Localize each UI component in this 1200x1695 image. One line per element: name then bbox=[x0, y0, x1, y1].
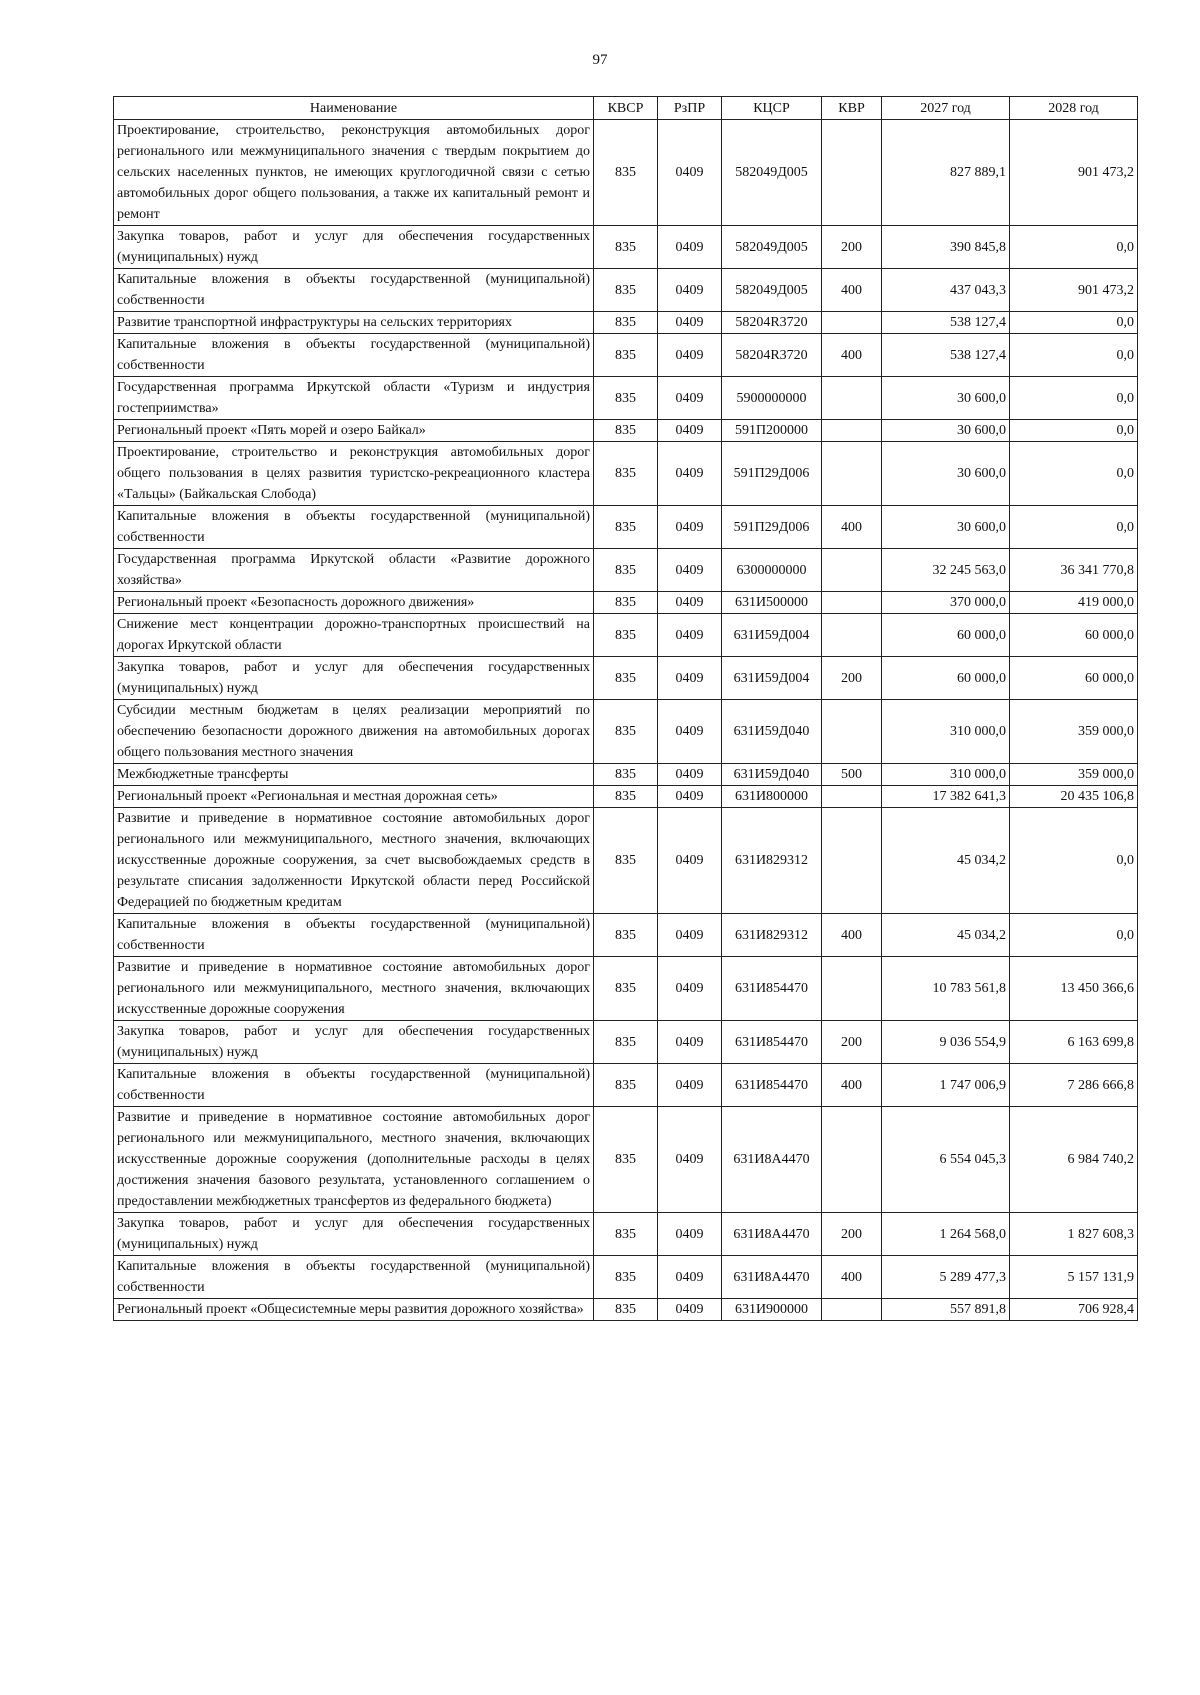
table-row bbox=[114, 614, 1138, 657]
cell-kcsr: 6300000000 bbox=[722, 549, 822, 592]
cell-kvsr: 835 bbox=[594, 377, 658, 420]
cell-name: Капитальные вложения в объекты государственной (муниципальной) собственности bbox=[114, 914, 594, 957]
cell-name: Капитальные вложения в объекты государственной (муниципальной) собственности bbox=[114, 334, 594, 377]
cell-kcsr: 582049Д005 bbox=[722, 269, 822, 312]
cell-kvr: 200 bbox=[822, 657, 882, 700]
cell-kvr: 500 bbox=[822, 764, 882, 786]
cell-name: Капитальные вложения в объекты государственной (муниципальной) собственности bbox=[114, 1064, 594, 1107]
cell-kvsr: 835 bbox=[594, 1107, 658, 1213]
cell-name: Развитие транспортной инфраструктуры на сельских территориях bbox=[114, 312, 594, 334]
table-row bbox=[114, 657, 1138, 700]
cell-kvr: 200 bbox=[822, 226, 882, 269]
cell-kvsr: 835 bbox=[594, 506, 658, 549]
cell-rzpr: 0409 bbox=[658, 1256, 722, 1299]
cell-2028: 0,0 bbox=[1010, 312, 1138, 334]
cell-rzpr: 0409 bbox=[658, 506, 722, 549]
cell-kvr bbox=[822, 1107, 882, 1213]
cell-2027: 45 034,2 bbox=[882, 808, 1010, 914]
cell-2027: 9 036 554,9 bbox=[882, 1021, 1010, 1064]
cell-kvr: 400 bbox=[822, 506, 882, 549]
cell-rzpr: 0409 bbox=[658, 614, 722, 657]
cell-kvsr: 835 bbox=[594, 1299, 658, 1321]
cell-kvr bbox=[822, 549, 882, 592]
cell-name: Развитие и приведение в нормативное состояние автомобильных дорог регионального или межмуниципального, местного значения, включающих искусственные дорожные сооружения bbox=[114, 957, 594, 1021]
cell-kvsr: 835 bbox=[594, 420, 658, 442]
cell-kcsr: 631И829312 bbox=[722, 808, 822, 914]
table-row bbox=[114, 120, 1138, 226]
cell-kcsr: 631И829312 bbox=[722, 914, 822, 957]
cell-name: Государственная программа Иркутской области «Развитие дорожного хозяйства» bbox=[114, 549, 594, 592]
cell-2028: 6 984 740,2 bbox=[1010, 1107, 1138, 1213]
cell-2028: 419 000,0 bbox=[1010, 592, 1138, 614]
cell-kcsr: 58204R3720 bbox=[722, 334, 822, 377]
cell-rzpr: 0409 bbox=[658, 764, 722, 786]
cell-2028: 901 473,2 bbox=[1010, 269, 1138, 312]
cell-2027: 30 600,0 bbox=[882, 506, 1010, 549]
cell-name: Проектирование, строительство, реконструкция автомобильных дорог регионального или межмуниципального значения с твердым покрытием до сельских населенных пунктов, не имеющих круглогодичной связи с сетью автомобильных дорог общего пользования, а также их капитальный ремонт и ремонт bbox=[114, 120, 594, 226]
cell-2027: 10 783 561,8 bbox=[882, 957, 1010, 1021]
cell-name: Закупка товаров, работ и услуг для обеспечения государственных (муниципальных) нужд bbox=[114, 1213, 594, 1256]
cell-name: Региональный проект «Безопасность дорожного движения» bbox=[114, 592, 594, 614]
cell-2027: 45 034,2 bbox=[882, 914, 1010, 957]
cell-kvsr: 835 bbox=[594, 614, 658, 657]
cell-kvsr: 835 bbox=[594, 120, 658, 226]
cell-2027: 32 245 563,0 bbox=[882, 549, 1010, 592]
cell-kvsr: 835 bbox=[594, 226, 658, 269]
cell-name: Региональный проект «Общесистемные меры развития дорожного хозяйства» bbox=[114, 1299, 594, 1321]
cell-kcsr: 582049Д005 bbox=[722, 226, 822, 269]
cell-kvr bbox=[822, 377, 882, 420]
table-row bbox=[114, 420, 1138, 442]
cell-kvr bbox=[822, 957, 882, 1021]
cell-2028: 359 000,0 bbox=[1010, 764, 1138, 786]
table-row bbox=[114, 1213, 1138, 1256]
cell-2027: 30 600,0 bbox=[882, 442, 1010, 506]
cell-kcsr: 631И500000 bbox=[722, 592, 822, 614]
cell-2027: 30 600,0 bbox=[882, 420, 1010, 442]
table-row bbox=[114, 226, 1138, 269]
cell-kvsr: 835 bbox=[594, 312, 658, 334]
table-row bbox=[114, 914, 1138, 957]
cell-kvsr: 835 bbox=[594, 334, 658, 377]
cell-kvsr: 835 bbox=[594, 1064, 658, 1107]
cell-kvsr: 835 bbox=[594, 592, 658, 614]
cell-name: Капитальные вложения в объекты государственной (муниципальной) собственности bbox=[114, 269, 594, 312]
cell-2027: 310 000,0 bbox=[882, 764, 1010, 786]
budget-table bbox=[113, 96, 1138, 1321]
cell-rzpr: 0409 bbox=[658, 312, 722, 334]
cell-2028: 0,0 bbox=[1010, 377, 1138, 420]
cell-2028: 0,0 bbox=[1010, 420, 1138, 442]
cell-2028: 0,0 bbox=[1010, 506, 1138, 549]
cell-kvsr: 835 bbox=[594, 808, 658, 914]
cell-2028: 36 341 770,8 bbox=[1010, 549, 1138, 592]
cell-kcsr: 631И800000 bbox=[722, 786, 822, 808]
cell-kcsr: 631И59Д004 bbox=[722, 614, 822, 657]
cell-rzpr: 0409 bbox=[658, 808, 722, 914]
cell-kcsr: 631И854470 bbox=[722, 1021, 822, 1064]
cell-2028: 0,0 bbox=[1010, 442, 1138, 506]
cell-kvsr: 835 bbox=[594, 1213, 658, 1256]
cell-name: Межбюджетные трансферты bbox=[114, 764, 594, 786]
cell-name: Субсидии местным бюджетам в целях реализации мероприятий по обеспечению безопасности дорожного движения на автомобильных дорогах общего пользования местного значения bbox=[114, 700, 594, 764]
cell-2027: 538 127,4 bbox=[882, 312, 1010, 334]
cell-kcsr: 631И59Д040 bbox=[722, 764, 822, 786]
cell-kcsr: 631И8А4470 bbox=[722, 1107, 822, 1213]
cell-2027: 538 127,4 bbox=[882, 334, 1010, 377]
cell-rzpr: 0409 bbox=[658, 1299, 722, 1321]
cell-2028: 1 827 608,3 bbox=[1010, 1213, 1138, 1256]
cell-2027: 17 382 641,3 bbox=[882, 786, 1010, 808]
cell-kvr bbox=[822, 808, 882, 914]
cell-kvsr: 835 bbox=[594, 657, 658, 700]
cell-kvr bbox=[822, 120, 882, 226]
cell-kvsr: 835 bbox=[594, 1021, 658, 1064]
cell-kcsr: 591П29Д006 bbox=[722, 442, 822, 506]
cell-2027: 6 554 045,3 bbox=[882, 1107, 1010, 1213]
header-name: Наименование bbox=[114, 97, 594, 120]
cell-kcsr: 5900000000 bbox=[722, 377, 822, 420]
cell-rzpr: 0409 bbox=[658, 1213, 722, 1256]
cell-2028: 7 286 666,8 bbox=[1010, 1064, 1138, 1107]
header-kvsr: КВСР bbox=[594, 97, 658, 120]
header-rzpr: РзПР bbox=[658, 97, 722, 120]
cell-2028: 0,0 bbox=[1010, 808, 1138, 914]
cell-2028: 6 163 699,8 bbox=[1010, 1021, 1138, 1064]
cell-name: Капитальные вложения в объекты государственной (муниципальной) собственности bbox=[114, 506, 594, 549]
cell-2027: 310 000,0 bbox=[882, 700, 1010, 764]
table-row bbox=[114, 592, 1138, 614]
cell-name: Развитие и приведение в нормативное состояние автомобильных дорог регионального или межмуниципального, местного значения, включающих искусственные дорожные сооружения, за счет высвобождаемых средств в результате списания задолженности Иркутской области перед Российской Федерацией по бюджетным кредитам bbox=[114, 808, 594, 914]
cell-2027: 557 891,8 bbox=[882, 1299, 1010, 1321]
cell-kvsr: 835 bbox=[594, 957, 658, 1021]
cell-kvsr: 835 bbox=[594, 1256, 658, 1299]
cell-kvr bbox=[822, 312, 882, 334]
table-row bbox=[114, 764, 1138, 786]
cell-rzpr: 0409 bbox=[658, 657, 722, 700]
cell-rzpr: 0409 bbox=[658, 1064, 722, 1107]
cell-2027: 5 289 477,3 bbox=[882, 1256, 1010, 1299]
cell-kvr bbox=[822, 420, 882, 442]
cell-name: Капитальные вложения в объекты государственной (муниципальной) собственности bbox=[114, 1256, 594, 1299]
table-row bbox=[114, 700, 1138, 764]
cell-kvr bbox=[822, 786, 882, 808]
table-row bbox=[114, 334, 1138, 377]
cell-kvsr: 835 bbox=[594, 442, 658, 506]
cell-name: Региональный проект «Региональная и местная дорожная сеть» bbox=[114, 786, 594, 808]
cell-kcsr: 582049Д005 bbox=[722, 120, 822, 226]
cell-rzpr: 0409 bbox=[658, 700, 722, 764]
cell-kcsr: 631И8А4470 bbox=[722, 1256, 822, 1299]
table-row bbox=[114, 506, 1138, 549]
cell-rzpr: 0409 bbox=[658, 442, 722, 506]
cell-kcsr: 631И854470 bbox=[722, 957, 822, 1021]
cell-kvr: 200 bbox=[822, 1213, 882, 1256]
cell-2027: 1 747 006,9 bbox=[882, 1064, 1010, 1107]
cell-2028: 359 000,0 bbox=[1010, 700, 1138, 764]
cell-2027: 370 000,0 bbox=[882, 592, 1010, 614]
table-row bbox=[114, 549, 1138, 592]
cell-2028: 60 000,0 bbox=[1010, 657, 1138, 700]
cell-2028: 13 450 366,6 bbox=[1010, 957, 1138, 1021]
table-row bbox=[114, 377, 1138, 420]
cell-kvsr: 835 bbox=[594, 914, 658, 957]
cell-kvr: 400 bbox=[822, 1256, 882, 1299]
cell-2027: 30 600,0 bbox=[882, 377, 1010, 420]
table-row bbox=[114, 1064, 1138, 1107]
cell-rzpr: 0409 bbox=[658, 334, 722, 377]
cell-rzpr: 0409 bbox=[658, 120, 722, 226]
table-row bbox=[114, 786, 1138, 808]
cell-2027: 60 000,0 bbox=[882, 614, 1010, 657]
cell-kcsr: 631И59Д040 bbox=[722, 700, 822, 764]
cell-kvr bbox=[822, 614, 882, 657]
cell-2028: 5 157 131,9 bbox=[1010, 1256, 1138, 1299]
cell-kvr: 200 bbox=[822, 1021, 882, 1064]
table-body bbox=[114, 120, 1138, 1321]
cell-kvr bbox=[822, 700, 882, 764]
cell-kvsr: 835 bbox=[594, 549, 658, 592]
cell-kvsr: 835 bbox=[594, 269, 658, 312]
table-row bbox=[114, 1299, 1138, 1321]
table-row bbox=[114, 312, 1138, 334]
cell-2028: 0,0 bbox=[1010, 914, 1138, 957]
cell-kvr bbox=[822, 1299, 882, 1321]
cell-kvr bbox=[822, 442, 882, 506]
cell-2027: 60 000,0 bbox=[882, 657, 1010, 700]
cell-kvsr: 835 bbox=[594, 764, 658, 786]
header-kcsr: КЦСР bbox=[722, 97, 822, 120]
table-row bbox=[114, 442, 1138, 506]
cell-kcsr: 631И854470 bbox=[722, 1064, 822, 1107]
cell-name: Закупка товаров, работ и услуг для обеспечения государственных (муниципальных) нужд bbox=[114, 1021, 594, 1064]
cell-rzpr: 0409 bbox=[658, 1021, 722, 1064]
cell-kvr bbox=[822, 592, 882, 614]
cell-2028: 20 435 106,8 bbox=[1010, 786, 1138, 808]
table-row bbox=[114, 808, 1138, 914]
cell-rzpr: 0409 bbox=[658, 226, 722, 269]
cell-name: Закупка товаров, работ и услуг для обеспечения государственных (муниципальных) нужд bbox=[114, 657, 594, 700]
cell-name: Проектирование, строительство и реконструкция автомобильных дорог общего пользования в целях развития туристско-рекреационного кластера «Тальцы» (Байкальская Слобода) bbox=[114, 442, 594, 506]
cell-kvr: 400 bbox=[822, 1064, 882, 1107]
cell-rzpr: 0409 bbox=[658, 269, 722, 312]
cell-rzpr: 0409 bbox=[658, 786, 722, 808]
cell-name: Государственная программа Иркутской области «Туризм и индустрия гостеприимства» bbox=[114, 377, 594, 420]
cell-2027: 390 845,8 bbox=[882, 226, 1010, 269]
cell-kcsr: 631И8А4470 bbox=[722, 1213, 822, 1256]
cell-rzpr: 0409 bbox=[658, 592, 722, 614]
cell-kvr: 400 bbox=[822, 269, 882, 312]
table-row bbox=[114, 269, 1138, 312]
cell-kvsr: 835 bbox=[594, 700, 658, 764]
table-header bbox=[114, 97, 1138, 120]
cell-kcsr: 58204R3720 bbox=[722, 312, 822, 334]
table-row bbox=[114, 1021, 1138, 1064]
header-2028: 2028 год bbox=[1010, 97, 1138, 120]
page-number: 97 bbox=[592, 52, 608, 68]
cell-2028: 60 000,0 bbox=[1010, 614, 1138, 657]
table-row bbox=[114, 957, 1138, 1021]
cell-name: Развитие и приведение в нормативное состояние автомобильных дорог регионального или межмуниципального, местного значения, включающих искусственные дорожные сооружения (дополнительные расходы в целях достижения значения базового результата, установленного соглашением о предоставлении межбюджетных трансфертов из федерального бюджета) bbox=[114, 1107, 594, 1213]
cell-name: Закупка товаров, работ и услуг для обеспечения государственных (муниципальных) нужд bbox=[114, 226, 594, 269]
cell-2027: 437 043,3 bbox=[882, 269, 1010, 312]
cell-rzpr: 0409 bbox=[658, 1107, 722, 1213]
cell-kcsr: 591П29Д006 bbox=[722, 506, 822, 549]
cell-name: Региональный проект «Пять морей и озеро Байкал» bbox=[114, 420, 594, 442]
cell-2028: 901 473,2 bbox=[1010, 120, 1138, 226]
cell-kvsr: 835 bbox=[594, 786, 658, 808]
cell-kcsr: 631И59Д004 bbox=[722, 657, 822, 700]
header-2027: 2027 год bbox=[882, 97, 1010, 120]
table-row bbox=[114, 1107, 1138, 1213]
cell-2028: 0,0 bbox=[1010, 226, 1138, 269]
cell-2027: 1 264 568,0 bbox=[882, 1213, 1010, 1256]
cell-name: Снижение мест концентрации дорожно-транспортных происшествий на дорогах Иркутской области bbox=[114, 614, 594, 657]
table-row bbox=[114, 1256, 1138, 1299]
cell-rzpr: 0409 bbox=[658, 914, 722, 957]
cell-2027: 827 889,1 bbox=[882, 120, 1010, 226]
cell-rzpr: 0409 bbox=[658, 377, 722, 420]
cell-kvr: 400 bbox=[822, 334, 882, 377]
cell-kcsr: 631И900000 bbox=[722, 1299, 822, 1321]
cell-2028: 706 928,4 bbox=[1010, 1299, 1138, 1321]
header-kvr: КВР bbox=[822, 97, 882, 120]
cell-rzpr: 0409 bbox=[658, 957, 722, 1021]
cell-kcsr: 591П200000 bbox=[722, 420, 822, 442]
cell-kvr: 400 bbox=[822, 914, 882, 957]
cell-2028: 0,0 bbox=[1010, 334, 1138, 377]
cell-rzpr: 0409 bbox=[658, 420, 722, 442]
cell-rzpr: 0409 bbox=[658, 549, 722, 592]
